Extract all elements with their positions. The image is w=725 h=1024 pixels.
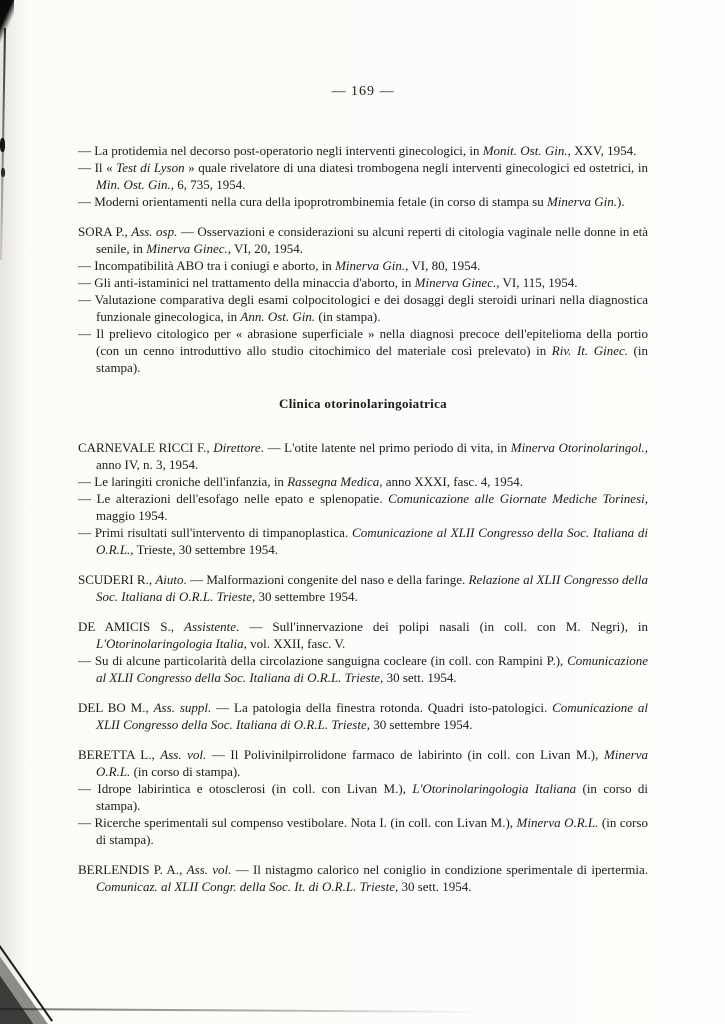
bibliography-entry — [78, 473, 648, 490]
bibliography-entry — [78, 291, 648, 325]
italic-text-run: Minerva O.R.L. — [96, 747, 648, 779]
text-run: CARNEVALE RICCI F., — [78, 440, 214, 455]
entry-group — [78, 699, 648, 733]
italic-text-run: Minerva Otorinolaringol., — [510, 440, 649, 455]
text-run: — Incompatibilità ABO tra i coniugi e aborto, in — [78, 258, 336, 273]
text-run: maggio 1954. — [96, 508, 168, 523]
bibliography-entry — [78, 746, 648, 780]
text-run: » quale rivelatore di una diatesi trombogena negli interventi ginecologici ed ostetrici, in — [184, 160, 648, 175]
italic-text-run: Ass. suppl. — [153, 700, 212, 715]
bibliography-entry — [78, 274, 648, 291]
bibliography-entry — [78, 618, 648, 652]
text-run: XXV, 1954. — [570, 143, 637, 158]
entry-group — [78, 618, 648, 686]
bibliography-entry — [78, 699, 648, 733]
bibliography-entry — [78, 524, 648, 558]
bibliography-entry — [78, 223, 648, 257]
italic-text-run: Aiuto — [155, 572, 184, 587]
italic-text-run: Test di Lyson — [116, 160, 185, 175]
text-run: VI, 20, 1954. — [231, 241, 304, 256]
document-body — [78, 142, 648, 908]
text-run: — Il Polivinilpirrolidone farmaco de labirinto (in coll. con Livan M.), — [206, 747, 604, 762]
bibliography-entry — [78, 571, 648, 605]
italic-text-run: Relazione al XLII Congresso della Soc. Italiana di O.R.L. Trieste, — [96, 572, 648, 604]
text-run: SORA P., — [78, 224, 132, 239]
text-run: BERETTA L., — [78, 747, 161, 762]
text-run: — Le laringiti croniche dell'infanzia, in — [78, 474, 288, 489]
text-run: 30 settembre 1954. — [255, 589, 358, 604]
italic-text-run: Ass. vol. — [186, 862, 232, 877]
text-run: — Ricerche sperimentali sul compenso vestibolare. Nota I. (in coll. con Livan M.), — [78, 815, 517, 830]
bibliography-entry — [78, 652, 648, 686]
entry-group — [78, 861, 648, 895]
bibliography-entry — [78, 439, 648, 473]
page-number: — 169 — — [331, 84, 395, 99]
italic-text-run: Ann. Ost. Gin. — [240, 309, 316, 324]
text-run: ). — [617, 194, 625, 209]
text-run: (in stampa). — [315, 309, 381, 324]
bibliography-entry — [78, 257, 648, 274]
italic-text-run: Minerva O.R.L. — [516, 815, 599, 830]
text-run: DE AMICIS S., — [78, 619, 185, 634]
text-run: — Il « — [78, 160, 117, 175]
entry-group — [78, 571, 648, 605]
italic-text-run: Min. Ost. Gin., — [96, 177, 174, 192]
text-run: 30 sett. 1954. — [383, 670, 457, 685]
italic-text-run: Riv. It. Ginec. — [551, 343, 628, 358]
italic-text-run: Minerva Gin., — [335, 258, 409, 273]
italic-text-run: Ass. vol. — [160, 747, 207, 762]
bibliography-entry — [78, 159, 648, 193]
bibliography-entry — [78, 142, 648, 159]
text-run: — Idrope labirintica e otosclerosi (in coll. con Livan M.), — [78, 781, 413, 796]
text-run: — Il nistagmo calorico nel coniglio in condizione sperimentale di ipertermia. — [231, 862, 648, 877]
text-run: — La patologia della finestra rotonda. Quadri isto-patologici. — [211, 700, 553, 715]
top-left-edge-artifact — [0, 0, 14, 42]
italic-text-run: Assistente — [184, 619, 237, 634]
text-run: — Gli anti-istaminici nel trattamento della minaccia d'aborto, in — [78, 275, 415, 290]
italic-text-run: Comunicazione al XLII Congresso della Soc. Italiana di O.R.L. Trieste, — [96, 653, 648, 685]
text-run: 6, 735, 1954. — [174, 177, 246, 192]
italic-text-run: Minerva Ginec., — [146, 241, 232, 256]
text-run: VI, 80, 1954. — [408, 258, 481, 273]
bibliography-entry — [78, 193, 648, 210]
bibliography-entry — [78, 490, 648, 524]
entry-group — [78, 439, 648, 558]
text-run: — Le alterazioni dell'esofago nelle epato e splenopatie. — [78, 491, 389, 506]
text-run: — Moderni orientamenti nella cura della ipoprotrombinemia fetale (in corso di stampa su — [78, 194, 547, 209]
text-run: Trieste, 30 settembre 1954. — [133, 542, 278, 557]
bibliography-entry — [78, 861, 648, 895]
italic-text-run: Comunicaz. al XLII Congr. della Soc. It. di O.R.L. Trieste, — [96, 879, 399, 894]
text-run: — Il prelievo citologico per « abrasione superficiale » nella diagnosi precoce dell'epitelioma della portio (con un cenno introduttivo allo studio citochimico del materiale così prelevato) in — [78, 326, 648, 358]
text-run: (in stampa). — [96, 343, 648, 375]
entry-group — [78, 746, 648, 848]
bottom-edge-line-artifact — [0, 1008, 480, 1013]
left-edge-line-artifact — [0, 28, 6, 260]
text-run: (in corso di stampa). — [96, 815, 648, 847]
text-run: BERLENDIS P. A., — [78, 862, 187, 877]
text-run: anno IV, n. 3, 1954. — [96, 457, 199, 472]
text-run: . — Malformazioni congenite del naso e della faringe. — [183, 572, 469, 587]
italic-text-run: L'Otorinolaringologia Italia, — [96, 636, 247, 651]
text-run: — Valutazione comparativa degli esami colpocitologici e dei dosaggi degli steroidi urinari nella diagnostica funzionale ginecologica, in — [78, 292, 648, 324]
text-run: — Osservazioni e considerazioni su alcuni reperti di citologia vaginale nelle donne in età senile, in — [96, 224, 648, 256]
bottom-left-corner-artifact — [0, 944, 60, 1024]
italic-text-run: Comunicazione al XLII Congresso della Soc. Italiana di O.R.L., — [96, 525, 649, 557]
italic-text-run: Minerva Ginec., — [414, 275, 500, 290]
text-run: (in corso di stampa). — [96, 781, 648, 813]
bottom-left-corner-line-artifact — [0, 942, 53, 1022]
text-run: 30 sett. 1954. — [398, 879, 472, 894]
italic-text-run: L'Otorinolaringologia Italiana — [412, 781, 577, 796]
binding-shadow-artifact — [0, 0, 26, 1024]
bibliography-entry — [78, 780, 648, 814]
text-run: — Su di alcune particolarità della circolazione sanguigna cocleare (in coll. con Rampini P.), — [78, 653, 568, 668]
italic-text-run: Rassegna Medica, — [287, 474, 383, 489]
entry-group — [78, 142, 648, 210]
italic-text-run: Direttore — [213, 440, 261, 455]
italic-text-run: Minerva Gin. — [546, 194, 617, 209]
italic-text-run: Comunicazione al XLII Congresso della Soc. Italiana di O.R.L. Trieste, — [96, 700, 649, 732]
text-run: DEL BO M., — [78, 700, 154, 715]
bibliography-entry — [78, 325, 648, 376]
text-run: vol. XXII, fasc. V. — [246, 636, 346, 651]
left-edge-mark-artifact — [0, 138, 5, 152]
italic-text-run: Ass. osp. — [131, 224, 178, 239]
bibliography-entry — [78, 814, 648, 848]
text-run: anno XXXI, fasc. 4, 1954. — [382, 474, 523, 489]
left-edge-mark-artifact — [1, 168, 5, 177]
text-run: 30 settembre 1954. — [369, 717, 473, 732]
section-heading: Clinica otorinolaringoiatrica — [279, 396, 447, 411]
text-run: (in corso di stampa). — [130, 764, 241, 779]
italic-text-run: Comunicazione alle Giornate Mediche Torinesi, — [388, 491, 648, 506]
text-run: . — L'otite latente nel primo periodo di vita, in — [260, 440, 511, 455]
entry-group — [78, 223, 648, 376]
text-run: SCUDERI R., — [78, 572, 156, 587]
text-run: — La protidemia nel decorso post-operatorio negli interventi ginecologici, in — [78, 143, 483, 158]
text-run: — Primi risultati sull'intervento di timpanoplastica. — [78, 525, 353, 540]
text-run: VI, 115, 1954. — [499, 275, 578, 290]
italic-text-run: Monit. Ost. Gin., — [482, 143, 571, 158]
text-run: . — Sull'innervazione dei polipi nasali (in coll. con M. Negri), in — [236, 619, 648, 634]
bottom-left-corner-artifact — [0, 962, 45, 1024]
